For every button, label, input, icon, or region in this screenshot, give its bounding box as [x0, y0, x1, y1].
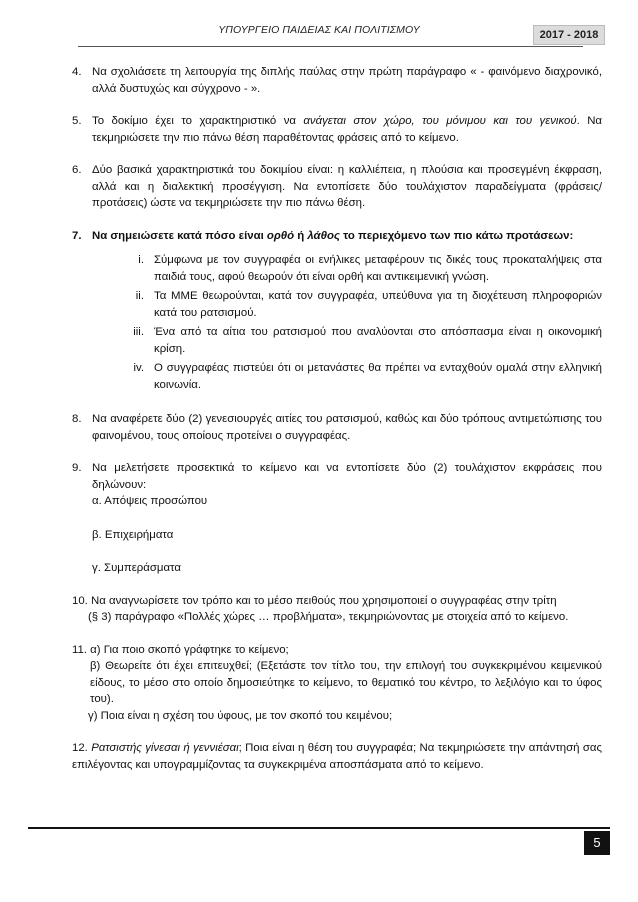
question-body	[72, 642, 602, 725]
statement-item	[106, 252, 602, 285]
answer-label-a: α. Απόψεις προσώπου	[92, 495, 208, 507]
text-segment: α) Για ποιο σκοπό γράφτηκε το κείμενο;	[90, 643, 289, 656]
statement-item	[106, 288, 602, 321]
question-text-line-2: (§ 3) παράγραφο «Πολλές χώρες … προβλήματα», τεκμηριώνοντας με στοιχεία από το κείμενο.	[88, 611, 569, 623]
question-text-c: γ) Ποια είναι η σχέση του ύφους, με τον σκοπό του κειμένου;	[88, 709, 393, 722]
statement-text: Σύμφωνα με τον συγγραφέα οι ενήλικες μεταφέρουν τις δικές τους προκαταλήψεις στα παιδιά τους, αφού θεωρούν ότι είναι ορθή και αντικειμενική γνώση.	[154, 254, 602, 283]
question-11	[72, 642, 602, 725]
question-text	[92, 113, 602, 146]
question-text	[72, 740, 602, 773]
question-4	[72, 64, 602, 97]
question-8	[72, 411, 602, 444]
answer-space	[92, 510, 602, 527]
question-12	[72, 740, 602, 773]
statement-number: iv.	[133, 362, 144, 374]
question-number: 9.	[72, 462, 82, 474]
footer-divider	[28, 827, 610, 829]
question-body	[72, 593, 602, 626]
question-text-a	[72, 642, 602, 659]
text-segment: Να σημειώσετε κατά πόσο είναι	[92, 229, 267, 242]
statement-number: ii.	[135, 290, 144, 302]
italic-segment: λάθος	[307, 229, 340, 242]
statement-text: Ένα από τα αίτια του ρατσισμού που αναλύονται στο απόσπασμα είναι η οικονομική κρίση.	[154, 326, 602, 355]
question-text-line-1	[72, 593, 602, 610]
text-segment: το περιεχόμενο των πιο κάτω προτάσεων:	[339, 229, 574, 242]
question-6	[72, 162, 602, 212]
question-number: 10.	[72, 594, 88, 607]
question-text-b: β) Θεωρείτε ότι έχει επιτευχθεί; (Εξετάστε τον τίτλο του, την επιλογή του συγκεκριμένου κειμενικού είδους, το μέσο στο οποίο δημοσιεύτηκε το κείμενο, το θεματικό του κέντρο, το λεξιλόγιο και το ύφος του).	[90, 660, 602, 705]
question-5	[72, 113, 602, 146]
answer-space	[92, 543, 602, 560]
question-10	[72, 593, 602, 626]
question-number: 6.	[72, 164, 82, 176]
question-7	[72, 228, 602, 396]
text-segment: Να αναγνωρίσετε τον τρόπο και το μέσο πειθούς που χρησιμοποιεί ο συγγραφέας στην τρίτη	[91, 594, 557, 607]
italic-segment: Ρατσιστής γίνεσαι ή γεννιέσαι	[91, 742, 239, 754]
question-number: 4.	[72, 66, 82, 78]
question-text: Να μελετήσετε προσεκτικά το κείμενο και να εντοπίσετε δύο (2) τουλάχιστον εκφράσεις που δηλώνουν:	[92, 462, 602, 491]
question-text: Να σχολιάσετε τη λειτουργία της διπλής παύλας στην πρώτη παράγραφο « - φαινόμενο διαχρονικό, αλλά δυστυχώς και σύγχρονο - ».	[92, 66, 602, 95]
header-divider	[78, 46, 583, 47]
question-text	[92, 228, 602, 245]
text-segment: ή	[294, 229, 308, 242]
question-text: Δύο βασικά χαρακτηριστικά του δοκιμίου είναι: η καλλιέπεια, η πλούσια και προσεγμένη έκφραση, αλλά και η διαλεκτική προσέγγιση. Να εντοπίσετε δύο τουλάχιστον παραδείγματα (φράσεις/ προτάσεις) ώστε να τεκμηριώσετε την πιο πάνω θέση.	[92, 164, 602, 209]
answer-label-b: β. Επιχειρήματα	[92, 528, 174, 541]
text-segment: Το δοκίμιο έχει το χαρακτηριστικό να	[92, 115, 304, 127]
question-number: 11.	[72, 643, 87, 656]
question-number: 8.	[72, 413, 82, 425]
header-title: ΥΠΟΥΡΓΕΙΟ ΠΑΙΔΕΙΑΣ ΚΑΙ ΠΟΛΙΤΙΣΜΟΥ	[218, 24, 420, 36]
question-body	[72, 740, 602, 773]
questions-list	[72, 64, 602, 789]
italic-segment: ορθό	[266, 229, 295, 242]
year-badge: 2017 - 2018	[533, 25, 605, 45]
question-number: 12.	[72, 742, 88, 754]
question-body	[92, 228, 602, 396]
question-number: 7.	[72, 229, 82, 242]
statement-item	[106, 360, 602, 393]
page-number: 5	[584, 831, 610, 855]
statement-text: Ο συγγραφέας πιστεύει ότι οι μετανάστες θα πρέπει να ενταχθούν ομαλά στην ελληνική κοινωνία.	[154, 362, 602, 391]
text-segment: ; Ποια είναι η θέση του συγγραφέα; Να τεκμηριώσετε την απάντησή σας επιλέγοντας και υπογραμμίζοντας τα συγκεκριμένα αποσπάσματα από το κείμενο.	[72, 742, 602, 771]
statement-text: Τα ΜΜΕ θεωρούνται, κατά τον συγγραφέα, υπεύθυνα για τη διοχέτευση πληροφοριών κατά του ρατσισμού.	[154, 290, 602, 319]
statement-number: iii.	[133, 326, 144, 338]
answer-label-c: γ. Συμπεράσματα	[92, 562, 181, 574]
statement-number: i.	[138, 254, 144, 266]
question-body	[92, 460, 602, 577]
question-text: Να αναφέρετε δύο (2) γενεσιουργές αιτίες του ρατσισμού, καθώς και δύο τρόπους αντιμετώπισης του φαινομένου, τους οποίους προτείνει ο συγγραφέας.	[92, 413, 602, 442]
text-segment: . Να τεκμηριώσετε την πιο πάνω θέση παραθέτοντας φράσεις από το κείμενο.	[92, 115, 603, 144]
page-header	[0, 0, 638, 50]
italic-segment: ανάγεται στον χώρο, του μόνιμου και του γενικού	[303, 115, 577, 127]
statement-list	[92, 252, 602, 393]
question-number: 5.	[72, 115, 82, 127]
statement-item	[106, 324, 602, 357]
question-9	[72, 460, 602, 577]
